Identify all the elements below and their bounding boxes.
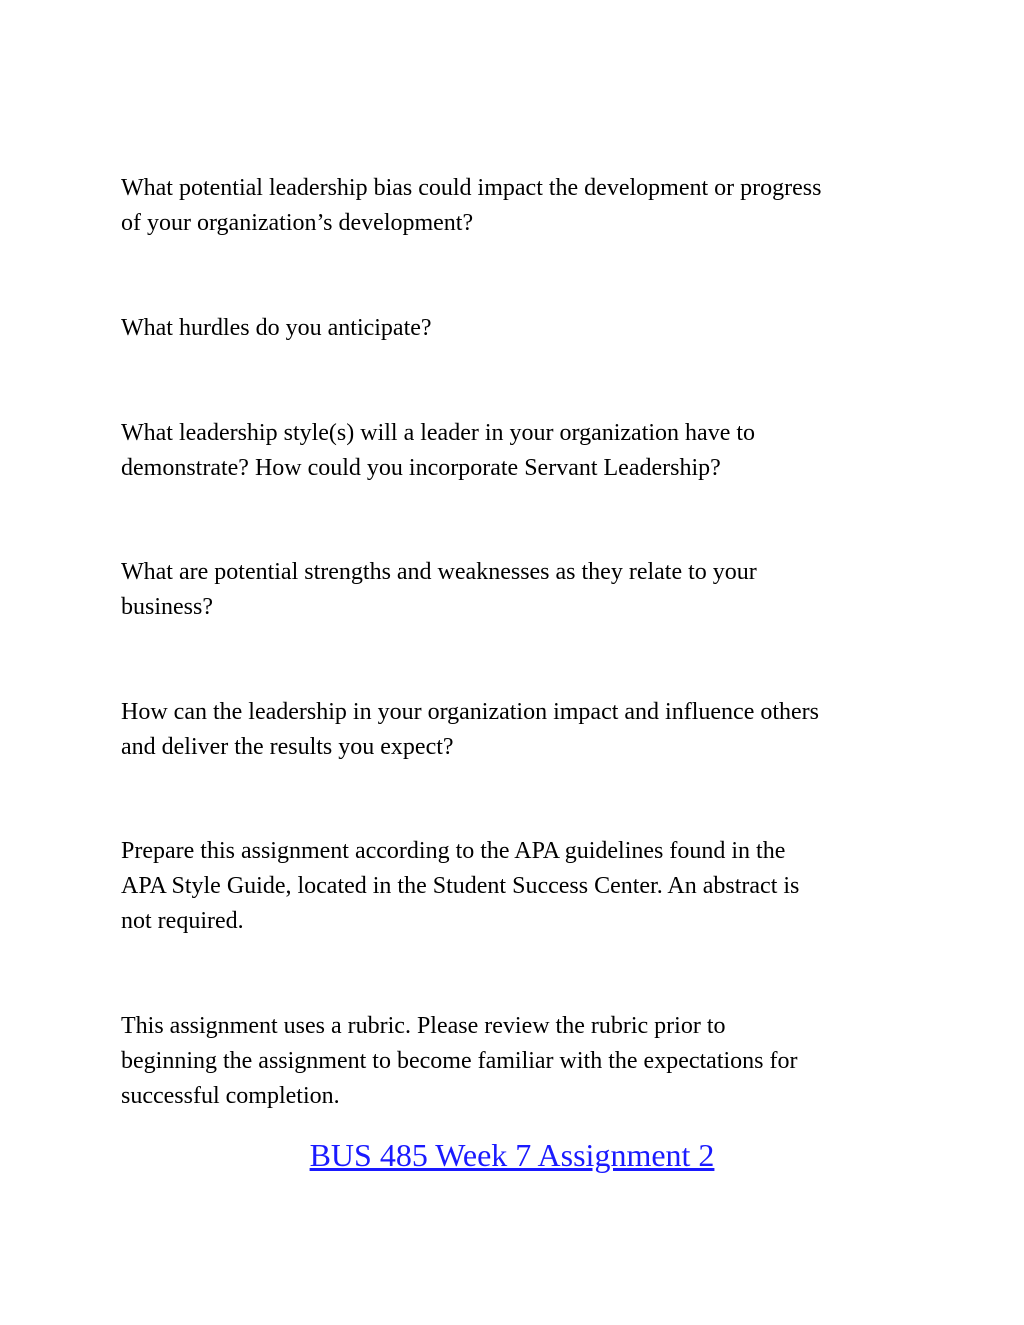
- text-line: of your organization’s development?: [121, 210, 474, 236]
- text-line: What are potential strengths and weaknesses as they relate to your: [121, 559, 757, 585]
- text-line: Prepare this assignment according to the APA guidelines found in the: [121, 838, 786, 864]
- question-strengths-weaknesses: [121, 555, 921, 625]
- assignment-link[interactable]: BUS 485 Week 7 Assignment 2: [309, 1137, 715, 1173]
- text-line: demonstrate? How could you incorporate Servant Leadership?: [121, 455, 721, 481]
- text-line: APA Style Guide, located in the Student Success Center. An abstract is: [121, 873, 800, 899]
- apa-instructions: [121, 834, 921, 939]
- question-hurdles: [121, 311, 921, 346]
- text-line: beginning the assignment to become familiar with the expectations for: [121, 1048, 798, 1074]
- text-line: What hurdles do you anticipate?: [121, 315, 432, 341]
- text-line: and deliver the results you expect?: [121, 734, 454, 760]
- text-line: business?: [121, 594, 213, 620]
- text-line: What potential leadership bias could impact the development or progress: [121, 175, 822, 201]
- text-line: successful completion.: [121, 1083, 340, 1109]
- question-leadership-impact: [121, 695, 921, 765]
- text-line: not required.: [121, 908, 244, 934]
- rubric-note: [121, 1009, 921, 1114]
- text-line: This assignment uses a rubric. Please review the rubric prior to: [121, 1013, 726, 1039]
- question-leadership-bias: [121, 171, 921, 241]
- text-line: How can the leadership in your organization impact and influence others: [121, 699, 819, 725]
- text-line: What leadership style(s) will a leader in your organization have to: [121, 420, 756, 446]
- question-leadership-style: [121, 416, 921, 486]
